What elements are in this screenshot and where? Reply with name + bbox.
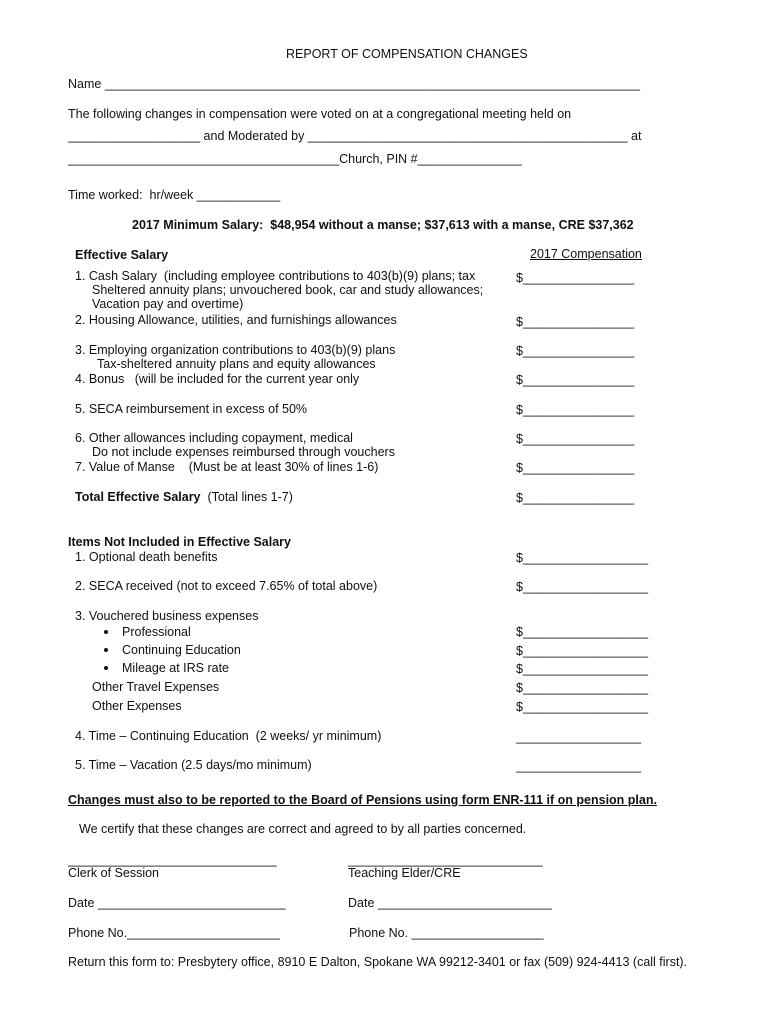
minimum-salary-note: 2017 Minimum Salary: $48,954 without a manse; $37,613 with a manse, CRE $37,362 bbox=[132, 218, 634, 232]
time-worked-field[interactable]: Time worked: hr/week ____________ bbox=[68, 188, 281, 202]
bullet-icon bbox=[104, 666, 108, 670]
total-effective-salary-label bbox=[75, 490, 293, 505]
vacation-time-field[interactable]: __________________ bbox=[516, 759, 642, 773]
effective-salary-heading: Effective Salary bbox=[75, 248, 169, 262]
bonus-amount[interactable]: $________________ bbox=[516, 373, 635, 387]
mileage-amount[interactable]: $__________________ bbox=[516, 662, 649, 676]
total-effective-salary-amount[interactable]: $________________ bbox=[516, 491, 635, 505]
seca-reimbursement-amount[interactable]: $________________ bbox=[516, 403, 635, 417]
professional-label: Professional bbox=[122, 625, 191, 639]
vacation-time-label: 5. Time – Vacation (2.5 days/mo minimum) bbox=[75, 758, 312, 772]
clerk-date-field[interactable]: Date ___________________________ bbox=[68, 896, 286, 910]
total-effective-salary-bold: Total Effective Salary bbox=[75, 490, 201, 504]
cash-salary-amount[interactable]: $________________ bbox=[516, 271, 635, 285]
other-expenses-amount[interactable]: $__________________ bbox=[516, 700, 649, 714]
intro-text: The following changes in compensation were voted on at a congregational meeting held on bbox=[68, 107, 572, 121]
housing-allowance-label: 2. Housing Allowance, utilities, and furnishings allowances bbox=[75, 313, 397, 327]
employer-contributions-amount[interactable]: $________________ bbox=[516, 344, 635, 358]
pension-notice: Changes must also to be reported to the Board of Pensions using form ENR-111 if on pension plan. bbox=[68, 793, 657, 807]
other-allowances-label: 6. Other allowances including copayment, medical bbox=[75, 431, 353, 445]
other-allowances-label-cont: Do not include expenses reimbursed through vouchers bbox=[92, 445, 395, 459]
professional-amount[interactable]: $__________________ bbox=[516, 625, 649, 639]
cash-salary-label: 1. Cash Salary (including employee contributions to 403(b)(9) plans; tax bbox=[75, 269, 476, 283]
other-travel-amount[interactable]: $__________________ bbox=[516, 681, 649, 695]
continuing-education-time-label: 4. Time – Continuing Education (2 weeks/ yr minimum) bbox=[75, 729, 382, 743]
manse-value-label: 7. Value of Manse (Must be at least 30% of lines 1-6) bbox=[75, 460, 379, 474]
certify-statement: We certify that these changes are correct and agreed to by all parties concerned. bbox=[79, 822, 527, 836]
other-expenses-label: Other Expenses bbox=[92, 699, 182, 713]
death-benefits-amount[interactable]: $__________________ bbox=[516, 551, 649, 565]
elder-phone-field[interactable]: Phone No. ___________________ bbox=[349, 926, 544, 940]
clerk-label: Clerk of Session bbox=[68, 866, 160, 880]
bonus-label: 4. Bonus (will be included for the current year only bbox=[75, 372, 360, 386]
name-field[interactable]: Name _____________________________________________________________________________ bbox=[68, 77, 641, 91]
not-included-heading: Items Not Included in Effective Salary bbox=[68, 535, 291, 549]
form-title: REPORT OF COMPENSATION CHANGES bbox=[286, 47, 528, 61]
elder-label: Teaching Elder/CRE bbox=[348, 866, 461, 880]
vouchered-expenses-label: 3. Vouchered business expenses bbox=[75, 609, 259, 623]
cash-salary-label-cont2: Vacation pay and overtime) bbox=[92, 297, 244, 311]
elder-signature-line[interactable]: ____________________________ bbox=[348, 853, 543, 867]
clerk-phone-field[interactable]: Phone No.______________________ bbox=[68, 926, 281, 940]
employer-contributions-label-cont: Tax-sheltered annuity plans and equity allowances bbox=[97, 357, 376, 371]
meeting-moderator-field[interactable]: ___________________ and Moderated by ______________________________________________ at bbox=[68, 129, 642, 143]
manse-value-amount[interactable]: $________________ bbox=[516, 461, 635, 475]
other-travel-label: Other Travel Expenses bbox=[92, 680, 220, 694]
church-pin-field[interactable]: _______________________________________Church, PIN #_______________ bbox=[68, 152, 522, 166]
housing-allowance-amount[interactable]: $________________ bbox=[516, 315, 635, 329]
compensation-column-heading: 2017 Compensation bbox=[530, 247, 642, 261]
seca-reimbursement-label: 5. SECA reimbursement in excess of 50% bbox=[75, 402, 308, 416]
seca-received-label: 2. SECA received (not to exceed 7.65% of total above) bbox=[75, 579, 378, 593]
employer-contributions-label: 3. Employing organization contributions to 403(b)(9) plans bbox=[75, 343, 396, 357]
continuing-education-amount[interactable]: $__________________ bbox=[516, 644, 649, 658]
bullet-icon bbox=[104, 630, 108, 634]
elder-date-field[interactable]: Date _________________________ bbox=[348, 896, 552, 910]
death-benefits-label: 1. Optional death benefits bbox=[75, 550, 218, 564]
seca-received-amount[interactable]: $__________________ bbox=[516, 580, 649, 594]
other-allowances-amount[interactable]: $________________ bbox=[516, 432, 635, 446]
cash-salary-label-cont: Sheltered annuity plans; unvouchered book, car and study allowances; bbox=[92, 283, 484, 297]
mileage-label: Mileage at IRS rate bbox=[122, 661, 229, 675]
bullet-icon bbox=[104, 648, 108, 652]
continuing-education-label: Continuing Education bbox=[122, 643, 241, 657]
total-effective-salary-note: (Total lines 1-7) bbox=[200, 490, 293, 504]
clerk-signature-line[interactable]: ______________________________ bbox=[68, 853, 277, 867]
return-instructions: Return this form to: Presbytery office, 8910 E Dalton, Spokane WA 99212-3401 or fax (509) 924-4413 (call first). bbox=[68, 955, 688, 969]
continuing-education-time-field[interactable]: __________________ bbox=[516, 730, 642, 744]
